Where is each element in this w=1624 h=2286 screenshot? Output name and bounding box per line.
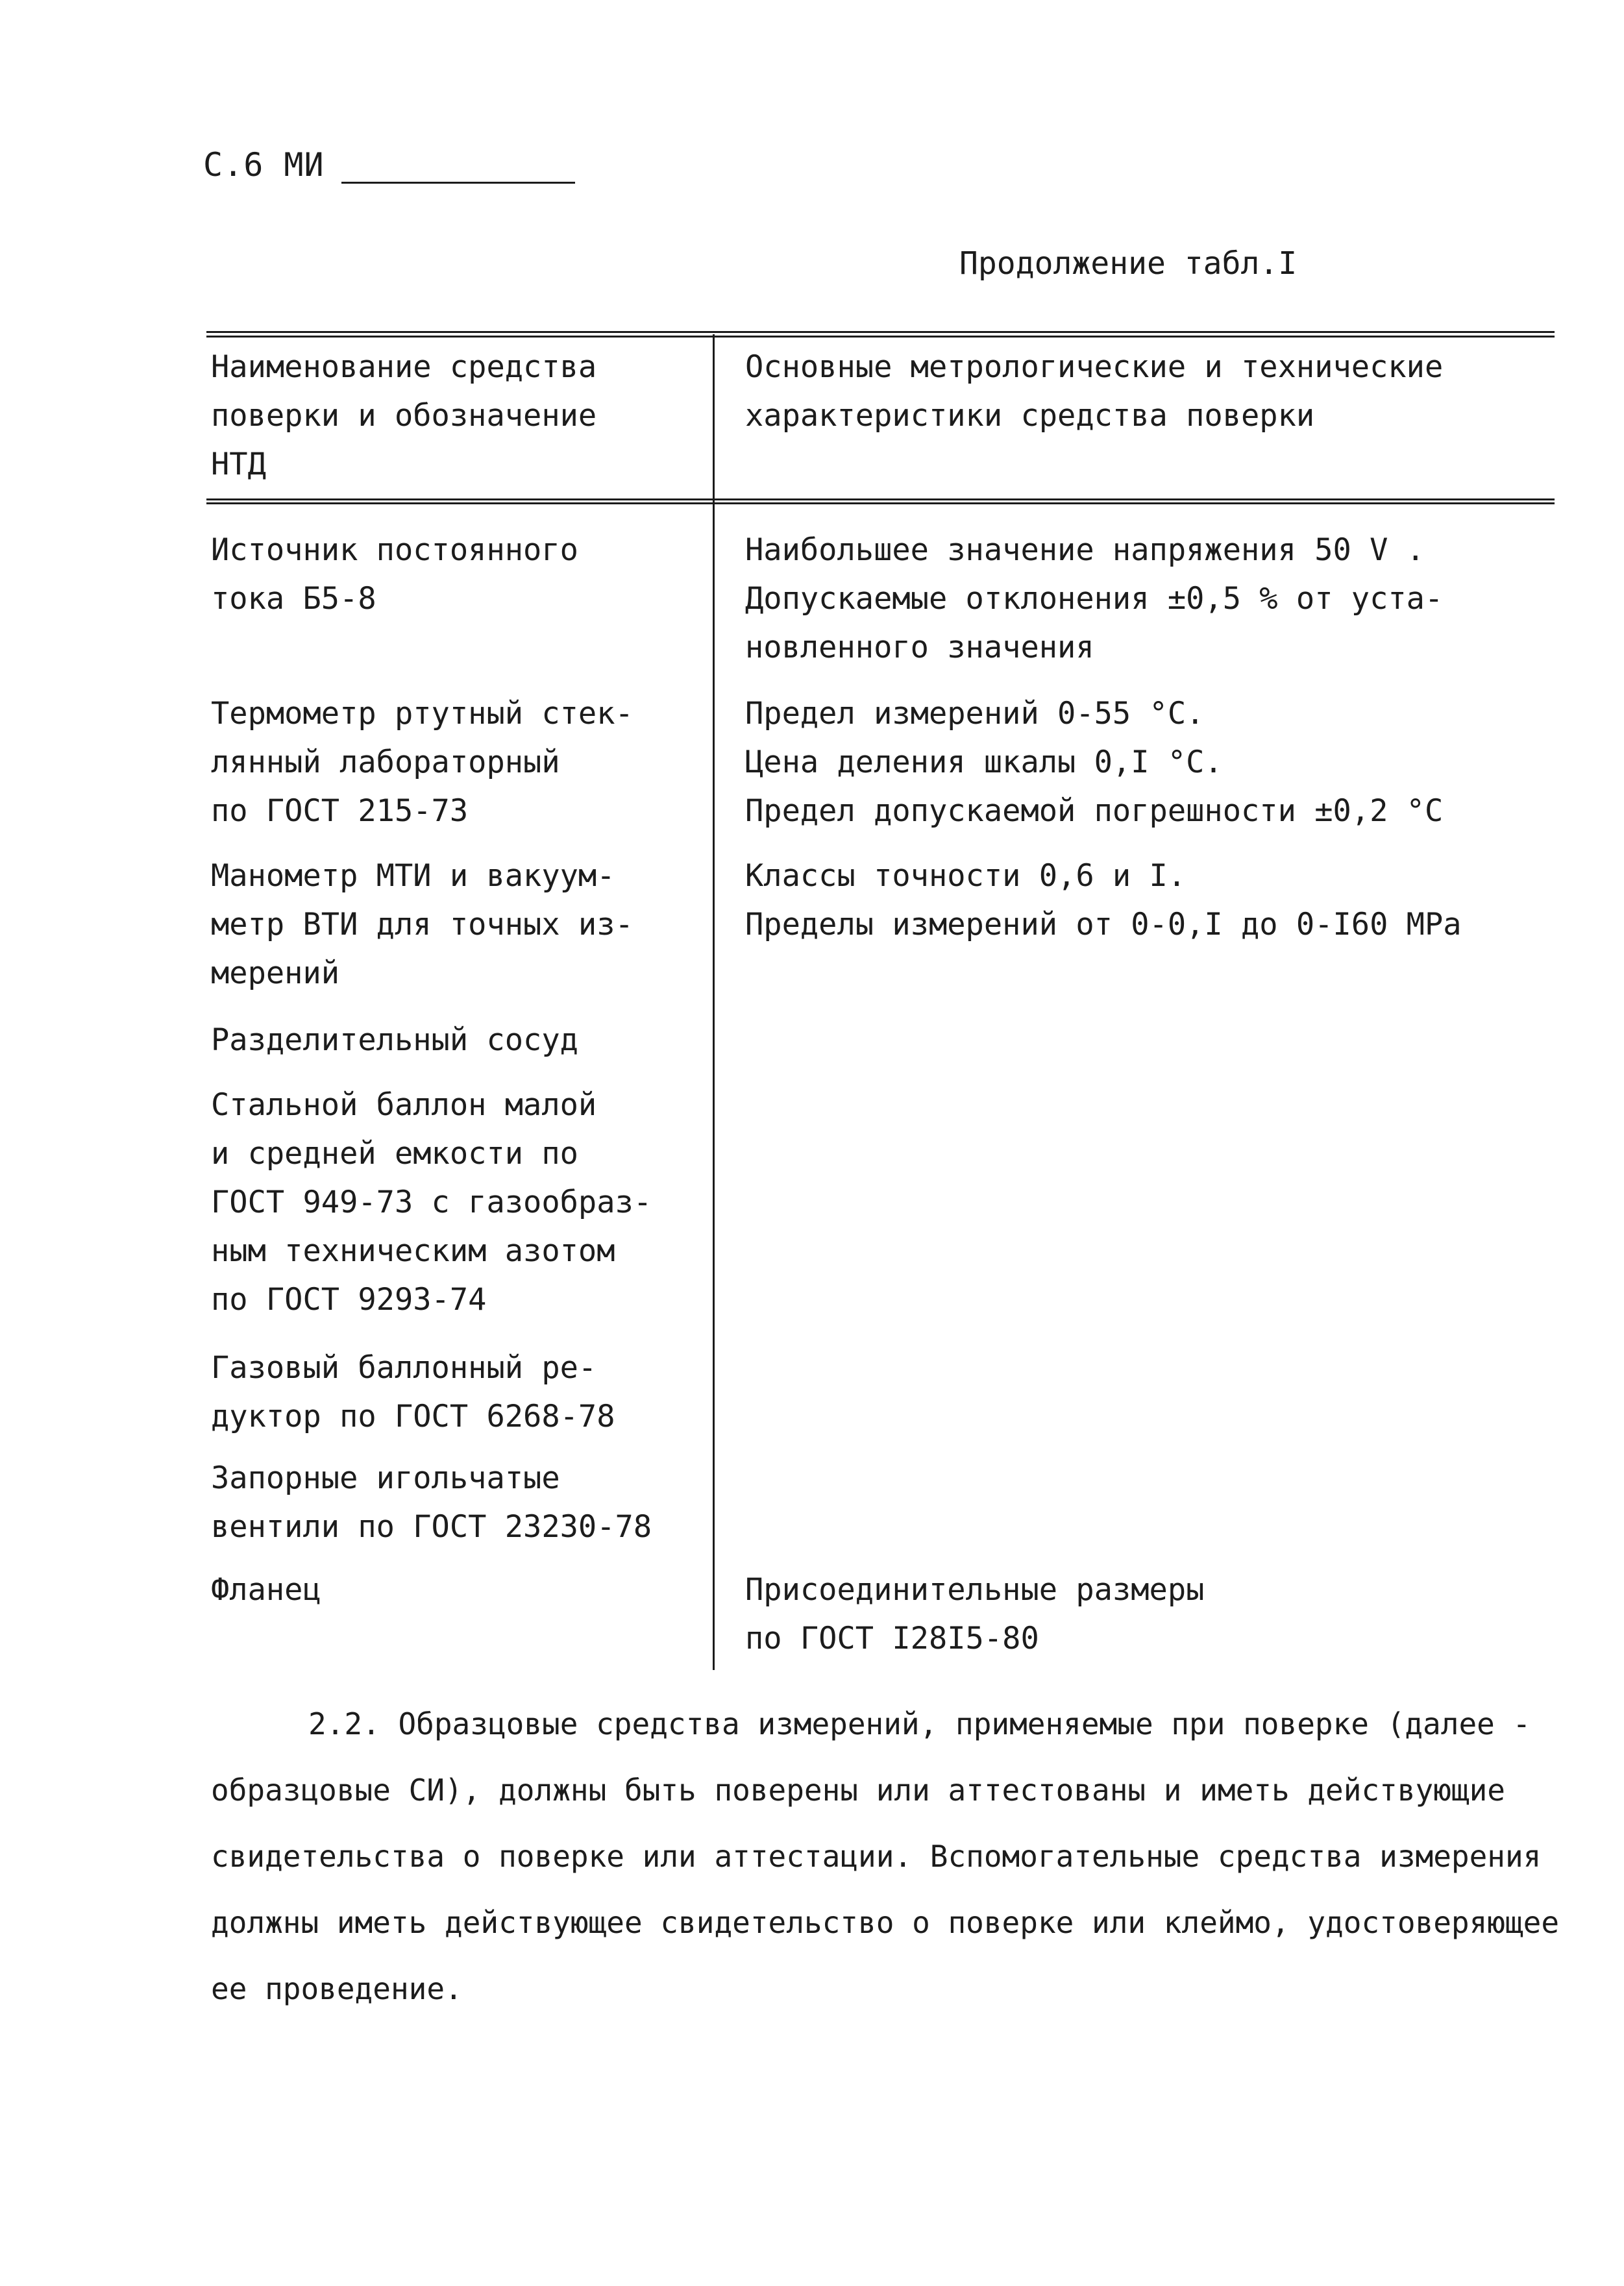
row-spec: Присоединительные размеры по ГОСТ I28I5-80 (745, 1572, 1205, 1656)
row-name: Фланец (211, 1572, 321, 1608)
row-name: Стальной баллон малой и средней емкости по ГОСТ 949-73 с газообраз- ным техническим азотом по ГОСТ 9293-74 (211, 1087, 652, 1318)
table-header-rule-double (206, 502, 1555, 504)
table-top-rule-double (206, 336, 1555, 338)
row-name: Термометр ртутный стек- лянный лабораторный по ГОСТ 215-73 (211, 696, 634, 829)
row-name: Газовый баллонный ре- дуктор по ГОСТ 6268-78 (211, 1350, 615, 1434)
document-number-blank (341, 154, 575, 184)
table-column-divider (713, 334, 715, 1670)
row-name: Источник постоянного тока Б5-8 (211, 532, 578, 617)
row-name: Манометр МТИ и вакуум- метр ВТИ для точных из- мерений (211, 858, 634, 991)
row-name: Запорные игольчатые вентили по ГОСТ 23230-78 (211, 1460, 652, 1545)
row-spec: Классы точности 0,6 и I. Пределы измерений от 0-0,I до 0-I60 МРа (745, 858, 1462, 942)
header-col-spec: Основные метрологические и технические характеристики средства поверки (745, 349, 1444, 434)
paragraph-2-2 (211, 1691, 1561, 2022)
header-col-name: Наименование средства поверки и обозначение НТД (211, 349, 597, 482)
row-spec: Наибольшее значение напряжения 50 V . Допускаемые отклонения ±0,5 % от уста- новленного значения (745, 532, 1444, 665)
table-caption: Продолжение табл.I (959, 245, 1298, 282)
paragraph-text: 2.2. Образцовые средства измерений, применяемые при поверке (далее - образцовые СИ), должны быть поверены или аттестованы и иметь действующие свидетельства о поверке или аттестации. Вспомогательные средства измерения должны иметь действующее свидетельство о поверке или клеймо, удостоверяющее ее проведение. (211, 1706, 1560, 2006)
row-spec: Предел измерений 0-55 °С. Цена деления шкалы 0,I °С. Предел допускаемой погрешности ±0,2 °С (745, 696, 1444, 829)
page-label: С.6 МИ (203, 146, 325, 184)
table-header-rule (206, 498, 1555, 500)
table-top-rule (206, 331, 1555, 333)
row-name: Разделительный сосуд (211, 1022, 578, 1058)
page-header (203, 146, 575, 184)
